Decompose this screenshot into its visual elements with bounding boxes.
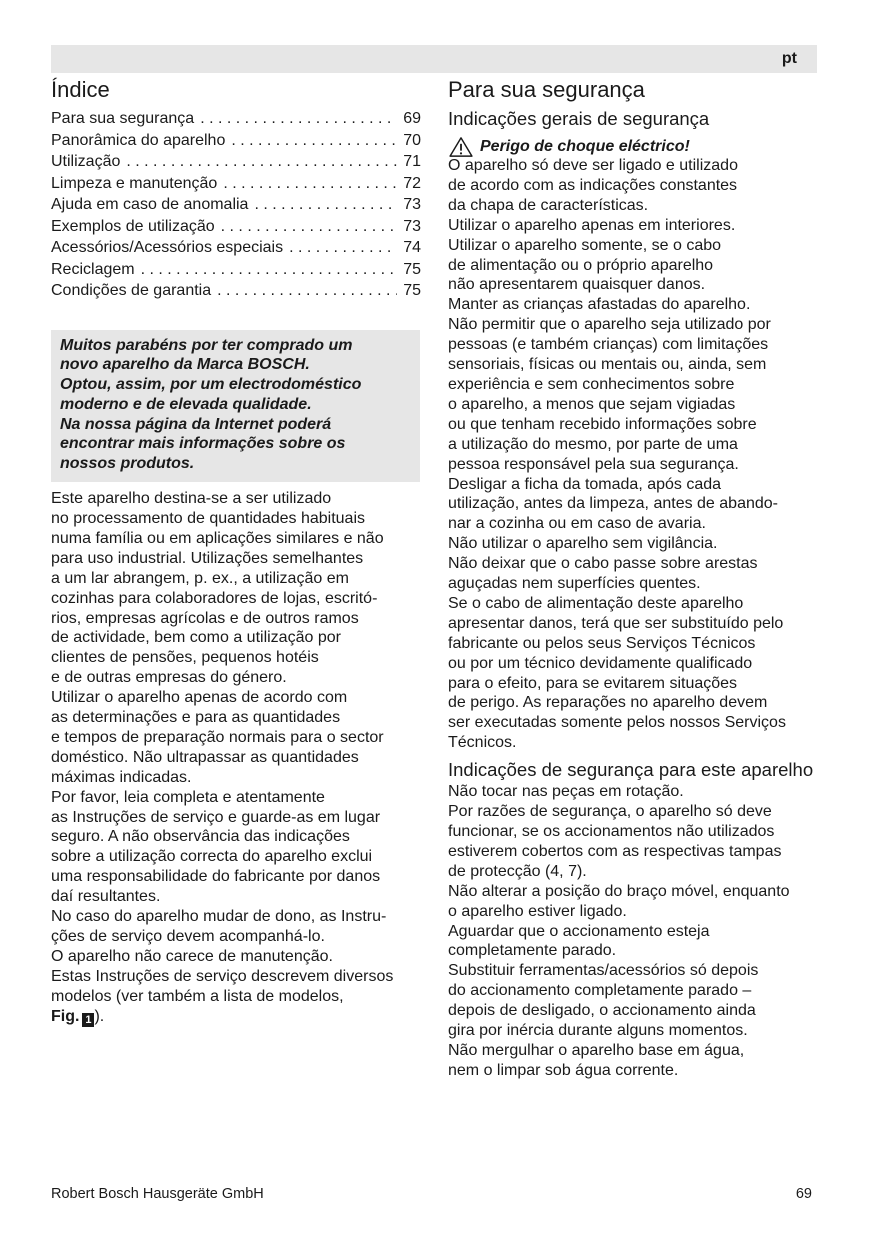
device-safety-line: Não mergulhar o aparelho base em água, [448, 1041, 745, 1059]
intro-text [51, 489, 421, 1027]
intro-line: de actividade, bem como a utilização por [51, 629, 341, 647]
intro-line: No caso do aparelho mudar de dono, as Instru- [51, 908, 387, 926]
general-safety-line: experiência e sem conhecimentos sobre [448, 375, 735, 393]
toc-entry [51, 280, 421, 302]
toc-leader-dots [254, 194, 397, 216]
intro-line: e tempos de preparação normais para o sector [51, 728, 384, 746]
toc-entry [51, 130, 421, 152]
device-safety-line: gira por inércia durante alguns momentos. [448, 1022, 748, 1040]
intro-line: clientes de pensões, pequenos hotéis [51, 649, 319, 667]
congratulations-box [51, 330, 420, 483]
intro-line: rios, empresas agrícolas e de outros ramos [51, 609, 359, 627]
toc-leader-dots [217, 280, 397, 302]
warning-triangle-icon [448, 137, 474, 157]
device-safety-line: Substituir ferramentas/acessórios só depois [448, 962, 759, 980]
intro-line: as determinações e para as quantidades [51, 709, 341, 727]
general-safety-line: Utilizar o aparelho apenas em interiores. [448, 216, 736, 234]
toc-leader-dots [289, 237, 397, 259]
general-safety-line: de perigo. As reparações no aparelho devem [448, 694, 768, 712]
device-safety-line: Não alterar a posição do braço móvel, enquanto [448, 882, 790, 900]
congrats-line: moderno e de elevada qualidade. [60, 395, 312, 413]
general-safety-line: Utilizar o aparelho somente, se o cabo [448, 236, 722, 254]
intro-line: no processamento de quantidades habituais [51, 509, 365, 527]
left-column [51, 76, 421, 1027]
general-safety-text [448, 156, 820, 753]
electric-shock-warning [448, 136, 820, 158]
right-column [448, 76, 820, 1081]
general-safety-line: apresentar danos, terá que ser substituído pelo [448, 614, 784, 632]
toc-entry-page: 75 [403, 282, 421, 299]
general-safety-line: fabricante ou pelos seus Serviços Técnicos [448, 634, 756, 652]
general-safety-line: Desligar a ficha da tomada, após cada [448, 475, 722, 493]
footer-page-number: 69 [795, 1186, 812, 1202]
intro-line: numa família ou em aplicações similares e não [51, 529, 384, 547]
general-safety-line: da chapa de características. [448, 196, 649, 214]
general-safety-line: O aparelho só deve ser ligado e utilizado [448, 157, 738, 174]
congrats-line: Na nossa página da Internet poderá [60, 415, 332, 433]
intro-line: máximas indicadas. [51, 768, 192, 786]
toc-entry-page: 70 [403, 131, 421, 149]
device-safety-line: o aparelho estiver ligado. [448, 902, 627, 920]
device-safety-line: nem o limpar sob água corrente. [448, 1061, 679, 1079]
general-safety-line: de acordo com as indicações constantes [448, 176, 738, 194]
intro-line: doméstico. Não ultrapassar as quantidades [51, 748, 359, 766]
intro-line: ções de serviço devem acompanhá-lo. [51, 928, 325, 946]
toc-leader-dots [221, 216, 398, 238]
toc-entry [51, 259, 421, 281]
footer-company: Robert Bosch Hausgeräte GmbH [51, 1186, 264, 1202]
intro-line: as Instruções de serviço e guarde-as em lugar [51, 808, 381, 826]
device-safety-text [448, 782, 820, 1081]
table-of-contents [51, 108, 421, 302]
device-safety-line: de protecção (4, 7). [448, 862, 587, 880]
toc-entry-title: Condições de garantia [51, 282, 212, 299]
general-safety-line: utilização, antes da limpeza, antes de abando- [448, 495, 778, 513]
toc-entry-title: Limpeza e manutenção [51, 174, 218, 192]
general-safety-line: nar a cozinha ou em caso de avaria. [448, 515, 706, 533]
toc-entry-title: Ajuda em caso de anomalia [51, 196, 249, 213]
intro-line: para uso industrial. Utilizações semelhantes [51, 549, 364, 567]
device-safety-title: Indicações de segurança para este aparelho [448, 759, 814, 781]
congrats-line: encontrar mais informações sobre os [60, 435, 346, 453]
general-safety-line: pessoas (e também crianças) com limitações [448, 336, 769, 354]
safety-title: Para sua segurança [448, 77, 645, 102]
general-safety-title: Indicações gerais de segurança [448, 108, 710, 129]
intro-line: e de outras empresas do género. [51, 669, 287, 687]
intro-line: Estas Instruções de serviço descrevem diversos [51, 967, 394, 985]
general-safety-line: a utilização do mesmo, por parte de uma [448, 435, 738, 453]
general-safety-line: ou por um técnico devidamente qualificado [448, 654, 753, 672]
toc-entry-page: 69 [403, 110, 421, 127]
toc-entry-page: 72 [403, 174, 421, 192]
toc-entry-page: 74 [403, 239, 421, 256]
toc-entry-page: 73 [403, 217, 421, 235]
toc-entry-title: Reciclagem [51, 260, 135, 278]
general-safety-line: aguçadas nem superfícies quentes. [448, 575, 701, 593]
intro-line: daí resultantes. [51, 888, 161, 906]
toc-entry-page: 75 [403, 260, 421, 278]
general-safety-line: de alimentação ou o próprio aparelho [448, 256, 714, 274]
figure-suffix: ). [94, 1007, 105, 1025]
device-safety-line: Aguardar que o accionamento esteja [448, 922, 710, 940]
figure-label: Fig. [51, 1007, 80, 1025]
intro-line: sobre a utilização correcta do aparelho exclui [51, 848, 373, 866]
intro-line: Este aparelho destina-se a ser utilizado [51, 490, 332, 508]
general-safety-line: sensoriais, físicas ou mentais ou, ainda, sem [448, 356, 767, 374]
intro-line: cozinhas para colaboradores de lojas, escritó- [51, 589, 378, 607]
toc-leader-dots [141, 259, 398, 281]
congrats-line: Muitos parabéns por ter comprado um [60, 336, 353, 354]
toc-entry [51, 216, 421, 238]
toc-leader-dots [223, 173, 397, 195]
intro-line: seguro. A não observância das indicações [51, 828, 350, 846]
intro-line: uma responsabilidade do fabricante por danos [51, 868, 381, 886]
general-safety-line: para o efeito, para se evitarem situações [448, 674, 738, 692]
device-safety-line: funcionar, se os accionamentos não utilizados [448, 823, 775, 840]
intro-line: modelos (ver também a lista de modelos, [51, 987, 344, 1005]
device-safety-line: do accionamento completamente parado – [448, 982, 752, 1000]
intro-figure-reference [51, 1007, 421, 1027]
toc-entry-page: 73 [403, 196, 421, 213]
toc-leader-dots [126, 151, 397, 173]
device-safety-line: estiverem cobertos com as respectivas tampas [448, 842, 782, 860]
device-safety-line: completamente parado. [448, 942, 617, 960]
intro-line: Por favor, leia completa e atentamente [51, 788, 325, 806]
general-safety-line: o aparelho, a menos que sejam vigiadas [448, 395, 736, 413]
toc-entry [51, 173, 421, 195]
device-safety-line: Não tocar nas peças em rotação. [448, 783, 684, 801]
general-safety-line: não apresentarem quaisquer danos. [448, 276, 706, 294]
congrats-line: nossos produtos. [60, 455, 195, 473]
language-bar [51, 45, 817, 73]
device-safety-line: Por razões de segurança, o aparelho só deve [448, 803, 772, 821]
toc-entry [51, 194, 421, 216]
toc-entry [51, 108, 421, 130]
general-safety-line: Se o cabo de alimentação deste aparelho [448, 594, 744, 612]
figure-number-badge: 1 [82, 1013, 94, 1027]
general-safety-line: Manter as crianças afastadas do aparelho. [448, 296, 751, 314]
device-safety-line: depois de desligado, o accionamento ainda [448, 1002, 756, 1020]
general-safety-line: ou que tenham recebido informações sobre [448, 415, 757, 433]
general-safety-line: Não permitir que o aparelho seja utilizado por [448, 316, 771, 334]
toc-entry-title: Utilização [51, 153, 121, 170]
general-safety-line: ser executadas somente pelos nossos Serviços [448, 714, 786, 732]
intro-line: O aparelho não carece de manutenção. [51, 947, 333, 965]
toc-entry-title: Acessórios/Acessórios especiais [51, 239, 284, 256]
toc-leader-dots [231, 130, 397, 152]
toc-entry-title: Para sua segurança [51, 110, 195, 127]
warning-text: Perigo de choque eléctrico! [480, 138, 690, 155]
toc-leader-dots [200, 108, 397, 130]
toc-entry-title: Panorâmica do aparelho [51, 131, 226, 149]
congrats-line: novo aparelho da Marca BOSCH. [60, 356, 310, 374]
general-safety-line: pessoa responsável pela sua segurança. [448, 455, 739, 473]
general-safety-line: Não deixar que o cabo passe sobre arestas [448, 555, 758, 573]
intro-line: Utilizar o aparelho apenas de acordo com [51, 689, 348, 707]
toc-entry [51, 151, 421, 173]
toc-entry-title: Exemplos de utilização [51, 217, 215, 235]
language-code: pt [781, 50, 797, 67]
index-title: Índice [51, 77, 110, 102]
congrats-line: Optou, assim, por um electrodoméstico [60, 376, 362, 394]
intro-line: a um lar abrangem, p. ex., a utilização em [51, 569, 349, 587]
toc-entry [51, 237, 421, 259]
general-safety-line: Não utilizar o aparelho sem vigilância. [448, 535, 718, 553]
general-safety-line: Técnicos. [448, 734, 517, 752]
toc-entry-page: 71 [403, 153, 421, 170]
